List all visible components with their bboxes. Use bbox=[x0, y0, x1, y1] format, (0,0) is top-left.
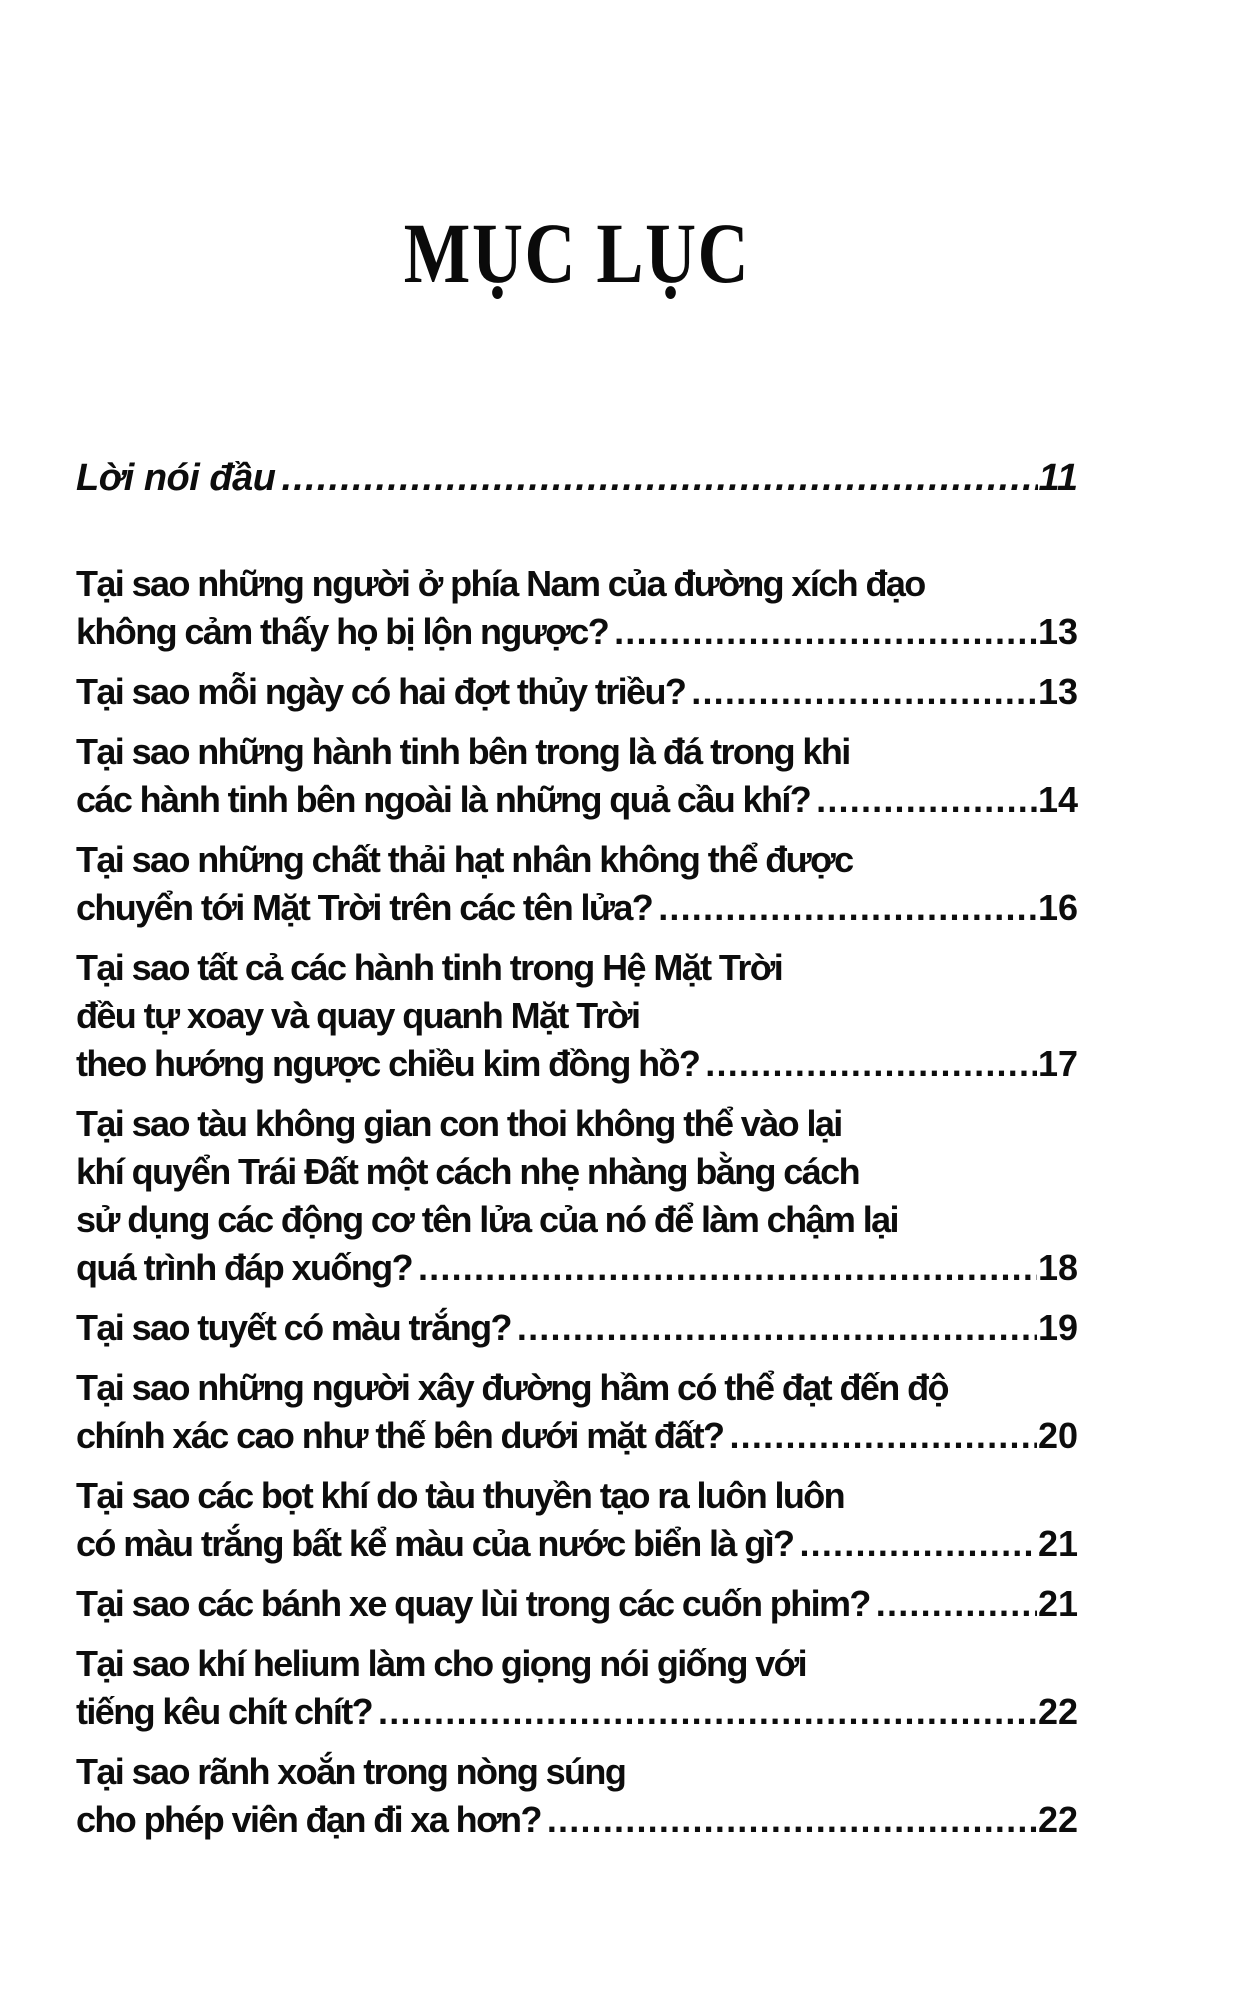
toc-entry-line bbox=[76, 728, 1078, 776]
page-number: 18 bbox=[1037, 1247, 1078, 1288]
dot-leader bbox=[705, 1040, 1037, 1088]
dot-leader bbox=[691, 668, 1037, 716]
dot-leader bbox=[816, 776, 1037, 824]
toc-entry-text: Tại sao những người ở phía Nam của đường xích đạo bbox=[76, 563, 925, 604]
toc-entry-text: cho phép viên đạn đi xa hơn? bbox=[76, 1799, 541, 1840]
toc-entry bbox=[76, 1304, 1078, 1352]
toc-entry-line bbox=[76, 1100, 1078, 1148]
toc-entry-text: Tại sao khí helium làm cho giọng nói giống với bbox=[76, 1643, 807, 1684]
toc-entry-text: quá trình đáp xuống? bbox=[76, 1247, 412, 1288]
page-number: 14 bbox=[1037, 779, 1078, 820]
toc-entry-line bbox=[76, 1520, 1078, 1568]
toc-entry-line bbox=[76, 454, 1078, 502]
toc-entry-line bbox=[76, 608, 1078, 656]
page-number: 11 bbox=[1038, 457, 1078, 499]
toc-entry bbox=[76, 728, 1078, 824]
dot-leader bbox=[281, 454, 1037, 502]
page-number: 13 bbox=[1037, 671, 1078, 712]
toc-entry-text: Tại sao những người xây đường hầm có thể đạt đến độ bbox=[76, 1367, 948, 1408]
page-title: MỤC LỤC bbox=[403, 205, 751, 301]
toc-entry bbox=[76, 454, 1078, 502]
toc-entry-line bbox=[76, 1412, 1078, 1460]
toc-entry-line bbox=[76, 1640, 1078, 1688]
dot-leader bbox=[729, 1412, 1037, 1460]
dot-leader bbox=[418, 1244, 1037, 1292]
dot-leader bbox=[517, 1304, 1037, 1352]
page-number: 22 bbox=[1037, 1799, 1078, 1840]
toc-entry-line bbox=[76, 1748, 1078, 1796]
toc-entry-text: Tại sao những hành tinh bên trong là đá trong khi bbox=[76, 731, 850, 772]
dot-leader bbox=[547, 1796, 1037, 1844]
toc-entry-text: Tại sao mỗi ngày có hai đợt thủy triều? bbox=[76, 671, 686, 712]
toc-entry-line bbox=[76, 1196, 1078, 1244]
page-number: 22 bbox=[1037, 1691, 1078, 1732]
toc-entry-text: có màu trắng bất kể màu của nước biển là gì? bbox=[76, 1523, 794, 1564]
dot-leader bbox=[614, 608, 1037, 656]
page-number: 16 bbox=[1037, 887, 1078, 928]
toc-entry-text: chính xác cao như thế bên dưới mặt đất? bbox=[76, 1415, 724, 1456]
toc-entry bbox=[76, 1748, 1078, 1844]
toc-entry-text: các hành tinh bên ngoài là những quả cầu khí? bbox=[76, 779, 811, 820]
toc-entry-text: đều tự xoay và quay quanh Mặt Trời bbox=[76, 995, 640, 1036]
toc-entry-line bbox=[76, 1040, 1078, 1088]
toc-entry-text: sử dụng các động cơ tên lửa của nó để làm chậm lại bbox=[76, 1199, 898, 1240]
toc-entry-text: Tại sao tuyết có màu trắng? bbox=[76, 1307, 511, 1348]
page-number: 19 bbox=[1037, 1307, 1078, 1348]
toc-entry-line bbox=[76, 1148, 1078, 1196]
toc-entry-line bbox=[76, 944, 1078, 992]
toc-entry bbox=[76, 944, 1078, 1088]
toc-entry-text: tiếng kêu chít chít? bbox=[76, 1691, 373, 1732]
toc-entry-text: Tại sao tàu không gian con thoi không thể vào lại bbox=[76, 1103, 842, 1144]
toc-list bbox=[76, 454, 1078, 1844]
toc-entry bbox=[76, 668, 1078, 716]
toc-entry-line bbox=[76, 1580, 1078, 1628]
toc-entry-text: không cảm thấy họ bị lộn ngược? bbox=[76, 611, 609, 652]
toc-entry bbox=[76, 1580, 1078, 1628]
page-number: 17 bbox=[1037, 1043, 1078, 1084]
toc-entry bbox=[76, 836, 1078, 932]
dot-leader bbox=[799, 1520, 1037, 1568]
toc-entry-line bbox=[76, 1796, 1078, 1844]
toc-entry-text: Tại sao tất cả các hành tinh trong Hệ Mặt Trời bbox=[76, 947, 783, 988]
toc-entry-line bbox=[76, 884, 1078, 932]
page-number: 13 bbox=[1037, 611, 1078, 652]
toc-entry bbox=[76, 1100, 1078, 1292]
toc-entry-line bbox=[76, 1472, 1078, 1520]
toc-entry-line bbox=[76, 992, 1078, 1040]
toc-entry-line bbox=[76, 1364, 1078, 1412]
toc-entry-line bbox=[76, 668, 1078, 716]
toc-entry-line bbox=[76, 1688, 1078, 1736]
page-number: 21 bbox=[1037, 1583, 1078, 1624]
toc-entry bbox=[76, 1364, 1078, 1460]
page-number: 21 bbox=[1037, 1523, 1078, 1564]
toc-entry bbox=[76, 560, 1078, 656]
toc-entry-text: theo hướng ngược chiều kim đồng hồ? bbox=[76, 1043, 700, 1084]
toc-entry-text: chuyển tới Mặt Trời trên các tên lửa? bbox=[76, 887, 653, 928]
toc-entry-text: Tại sao các bánh xe quay lùi trong các cuốn phim? bbox=[76, 1583, 870, 1624]
dot-leader bbox=[876, 1580, 1037, 1628]
dot-leader bbox=[378, 1688, 1037, 1736]
toc-entry-text: khí quyển Trái Đất một cách nhẹ nhàng bằng cách bbox=[76, 1151, 859, 1192]
toc-entry-line bbox=[76, 560, 1078, 608]
toc-entry-text: Tại sao những chất thải hạt nhân không thể được bbox=[76, 839, 853, 880]
toc-entry-line bbox=[76, 1304, 1078, 1352]
dot-leader bbox=[658, 884, 1037, 932]
toc-entry-line bbox=[76, 776, 1078, 824]
toc-entry bbox=[76, 1640, 1078, 1736]
toc-entry-text: Lời nói đầu bbox=[76, 457, 276, 499]
page-number: 20 bbox=[1037, 1415, 1078, 1456]
toc-entry-text: Tại sao các bọt khí do tàu thuyền tạo ra luôn luôn bbox=[76, 1475, 845, 1516]
toc-entry-text: Tại sao rãnh xoắn trong nòng súng bbox=[76, 1751, 626, 1792]
toc-entry-line bbox=[76, 1244, 1078, 1292]
toc-entry-line bbox=[76, 836, 1078, 884]
toc-entry bbox=[76, 1472, 1078, 1568]
